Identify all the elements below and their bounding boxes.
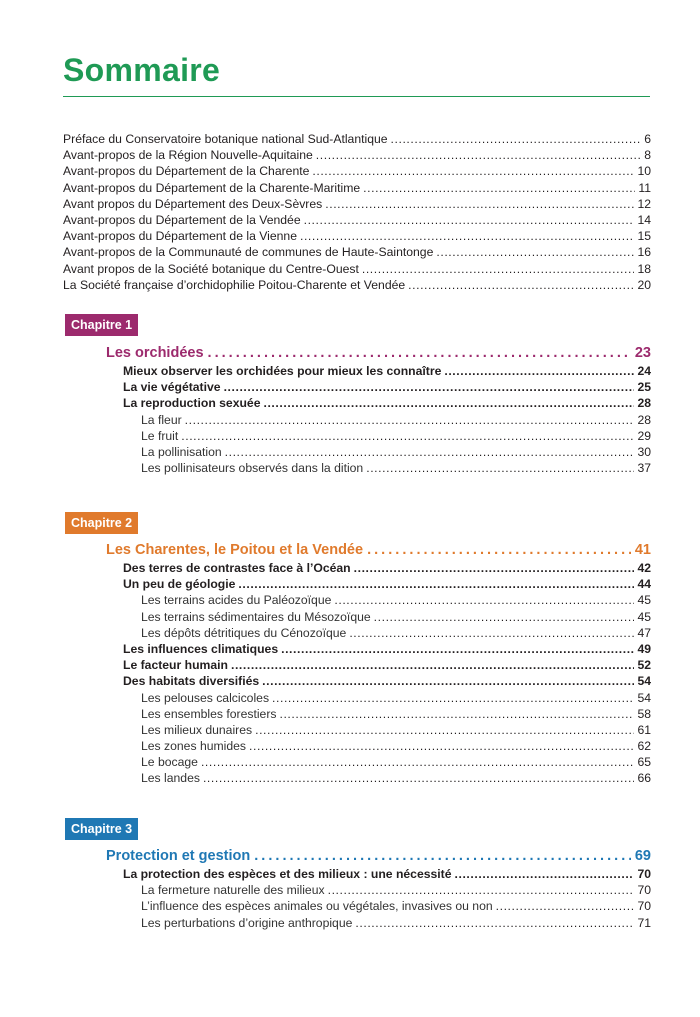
toc-entry[interactable]: [0, 395, 700, 411]
dot-leader: [366, 460, 634, 476]
toc-subentry[interactable]: [0, 428, 700, 444]
dot-leader: [279, 706, 634, 722]
dot-leader: [300, 228, 634, 244]
dot-leader: [249, 738, 634, 754]
dot-leader: [349, 625, 634, 641]
toc-entry[interactable]: [0, 180, 700, 196]
toc-subentry[interactable]: [0, 882, 700, 898]
chapter-badge: Chapitre 2: [65, 512, 138, 534]
dot-leader: [185, 412, 635, 428]
toc-entry-page: 25: [637, 380, 651, 395]
toc-entry[interactable]: [0, 379, 700, 395]
dot-leader: [334, 592, 634, 608]
toc-entry-page: 20: [637, 277, 651, 292]
toc-entry-page: 66: [637, 771, 651, 786]
dot-leader: [203, 770, 634, 786]
toc-entry-label: Les ensembles forestiers: [141, 706, 277, 721]
toc-entry-label: Les pollinisateurs observés dans la dition: [141, 461, 364, 476]
dot-leader: [201, 754, 635, 770]
toc-entry-label: Des habitats diversifiés: [123, 674, 260, 689]
toc-entry[interactable]: [0, 576, 700, 592]
dot-leader: [312, 163, 634, 179]
toc-entry-page: 12: [637, 196, 651, 211]
toc-entry-page: 58: [637, 706, 651, 721]
chapter-title-label: Les orchidées: [106, 345, 204, 361]
toc-subentry[interactable]: [0, 592, 700, 608]
dot-leader: [362, 261, 635, 277]
toc-entry-label: Avant-propos du Département de la Charente-Maritime: [63, 180, 361, 195]
toc-entry-page: 15: [637, 229, 651, 244]
chapter-badge: Chapitre 1: [65, 314, 138, 336]
toc-entry[interactable]: [0, 657, 700, 673]
toc-entry-page: 71: [637, 915, 651, 930]
toc-entry-page: 8: [644, 148, 651, 163]
toc-entry-label: La Société française d’orchidophilie Poitou-Charente et Vendée: [63, 277, 406, 292]
toc-entry[interactable]: [0, 196, 700, 212]
toc-entry-page: 45: [637, 609, 651, 624]
chapter-title-label: Protection et gestion: [106, 848, 251, 864]
toc-entry-page: 54: [637, 690, 651, 705]
toc-entry[interactable]: [0, 560, 700, 576]
toc-entry-label: Avant-propos du Département de la Vendée: [63, 212, 301, 227]
toc-entry-page: 44: [637, 577, 651, 592]
toc-entry-label: Le facteur humain: [123, 658, 228, 673]
toc-entry-label: La protection des espèces et des milieux : une nécessité: [123, 867, 452, 881]
toc-entry[interactable]: [0, 673, 700, 689]
chapter-1-section: [0, 344, 700, 476]
toc-entry-page: 49: [637, 641, 651, 656]
dot-leader: [225, 444, 635, 460]
chapter-title-page: 69: [634, 848, 651, 864]
toc-entry-label: Préface du Conservatoire botanique national Sud-Atlantique: [63, 132, 388, 146]
dot-leader: [444, 363, 634, 379]
toc-entry-page: 61: [637, 722, 651, 737]
toc-entry-label: Les milieux dunaires: [141, 722, 253, 737]
toc-entry-label: Avant-propos de la Communauté de communes de Haute-Saintonge: [63, 245, 434, 260]
toc-entry[interactable]: [0, 641, 700, 657]
dot-leader: [367, 541, 631, 560]
dot-leader: [408, 277, 634, 293]
toc-entry[interactable]: [0, 212, 700, 228]
toc-entry-label: Les terrains sédimentaires du Mésozoïque: [141, 609, 371, 624]
dot-leader: [224, 379, 635, 395]
toc-subentry[interactable]: [0, 460, 700, 476]
dot-leader: [363, 180, 635, 196]
toc-entry-label: L’influence des espèces animales ou végétales, invasives ou non: [141, 899, 493, 914]
toc-entry-label: La fleur: [141, 412, 182, 427]
toc-entry-label: Les pelouses calcicoles: [141, 690, 270, 705]
toc-entry-page: 52: [637, 658, 651, 673]
toc-entry-page: 54: [637, 674, 651, 689]
dot-leader: [325, 196, 634, 212]
toc-entry-page: 65: [637, 755, 651, 770]
toc-entry-page: 62: [637, 739, 651, 754]
toc-subentry[interactable]: [0, 444, 700, 460]
toc-entry-page: 45: [637, 593, 651, 608]
dot-leader: [208, 344, 631, 363]
toc-entry-page: 30: [637, 444, 651, 459]
toc-entry-label: Les zones humides: [141, 739, 247, 754]
dot-leader: [254, 847, 631, 866]
chapter-title-label: Les Charentes, le Poitou et la Vendée: [106, 542, 364, 558]
toc-entry-page: 47: [637, 625, 651, 640]
dot-leader: [455, 866, 635, 882]
toc-entry-label: La vie végétative: [123, 380, 221, 395]
toc-entry-label: Les influences climatiques: [123, 641, 279, 656]
toc-subentry[interactable]: [0, 609, 700, 625]
toc-entry[interactable]: [0, 131, 700, 147]
chapter-title[interactable]: [0, 541, 700, 560]
toc-entry-label: Les landes: [141, 771, 200, 786]
toc-entry-page: 28: [637, 412, 651, 427]
toc-subentry[interactable]: [0, 915, 700, 931]
dot-leader: [281, 641, 634, 657]
toc-entry-label: Avant propos de la Société botanique du Centre-Ouest: [63, 261, 359, 276]
dot-leader: [354, 560, 635, 576]
dot-leader: [374, 609, 635, 625]
toc-entry[interactable]: [0, 163, 700, 179]
toc-entry-page: 70: [637, 867, 651, 881]
toc-subentry[interactable]: [0, 625, 700, 641]
toc-entry-label: Avant-propos du Département de la Vienne: [63, 229, 297, 244]
toc-entry[interactable]: [0, 244, 700, 260]
toc-subentry[interactable]: [0, 706, 700, 722]
toc-subentry[interactable]: [0, 754, 700, 770]
toc-entry[interactable]: [0, 147, 700, 163]
toc-entry[interactable]: [0, 363, 700, 379]
toc-entry-label: Des terres de contrastes face à l’Océan: [123, 561, 351, 575]
preface-list: [0, 131, 700, 293]
toc-subentry[interactable]: [0, 412, 700, 428]
dot-leader: [304, 212, 635, 228]
toc-entry-page: 37: [637, 461, 651, 476]
chapter-title-page: 41: [634, 542, 651, 558]
toc-entry-label: Mieux observer les orchidées pour mieux les connaître: [123, 364, 442, 378]
dot-leader: [436, 244, 634, 260]
dot-leader: [496, 898, 635, 914]
dot-leader: [231, 657, 634, 673]
toc-entry-page: 24: [637, 364, 651, 378]
toc-entry[interactable]: [0, 866, 700, 882]
toc-entry-page: 70: [637, 883, 651, 898]
toc-subentry[interactable]: [0, 722, 700, 738]
toc-entry-page: 29: [637, 428, 651, 443]
chapter-title-page: 23: [634, 345, 651, 361]
chapter-title[interactable]: [0, 847, 700, 866]
toc-entry-page: 18: [637, 261, 651, 276]
chapter-title[interactable]: [0, 344, 700, 363]
toc-entry-page: 11: [638, 180, 651, 195]
toc-entry-page: 6: [644, 132, 651, 146]
toc-entry-page: 28: [637, 396, 651, 411]
toc-subentry[interactable]: [0, 690, 700, 706]
title-divider: [63, 96, 650, 97]
dot-leader: [328, 882, 635, 898]
dot-leader: [272, 690, 634, 706]
dot-leader: [255, 722, 634, 738]
toc-entry[interactable]: [0, 277, 700, 293]
dot-leader: [238, 576, 634, 592]
toc-entry-page: 14: [637, 212, 651, 227]
toc-entry-label: La reproduction sexuée: [123, 396, 261, 411]
dot-leader: [316, 147, 641, 163]
dot-leader: [391, 131, 642, 147]
toc-entry-page: 70: [637, 899, 651, 914]
toc-subentry[interactable]: [0, 770, 700, 786]
toc-entry-label: Le bocage: [141, 755, 198, 770]
toc-entry[interactable]: [0, 228, 700, 244]
dot-leader: [181, 428, 634, 444]
dot-leader: [263, 395, 634, 411]
toc-subentry[interactable]: [0, 898, 700, 914]
chapter-3-section: [0, 847, 700, 931]
dot-leader: [262, 673, 634, 689]
toc-entry-page: 42: [637, 561, 651, 575]
toc-entry-label: Avant-propos du Département de la Charente: [63, 164, 310, 179]
toc-entry-label: La pollinisation: [141, 444, 222, 459]
dot-leader: [355, 915, 634, 931]
toc-entry-label: Les terrains acides du Paléozoïque: [141, 593, 332, 608]
toc-entry-label: Les perturbations d’origine anthropique: [141, 915, 353, 930]
toc-entry-label: Un peu de géologie: [123, 577, 236, 592]
toc-entry-label: Avant-propos de la Région Nouvelle-Aquitaine: [63, 148, 313, 163]
toc-entry-label: La fermeture naturelle des milieux: [141, 883, 325, 898]
toc-subentry[interactable]: [0, 738, 700, 754]
toc-entry-label: Le fruit: [141, 428, 179, 443]
toc-entry-page: 10: [637, 164, 651, 179]
page-title: Sommaire: [63, 52, 221, 88]
toc-entry-label: Avant propos du Département des Deux-Sèvres: [63, 196, 323, 211]
toc-entry-page: 16: [637, 245, 651, 260]
chapter-2-section: [0, 541, 700, 787]
chapter-badge: Chapitre 3: [65, 818, 138, 840]
toc-entry-label: Les dépôts détritiques du Cénozoïque: [141, 625, 347, 640]
toc-entry[interactable]: [0, 261, 700, 277]
